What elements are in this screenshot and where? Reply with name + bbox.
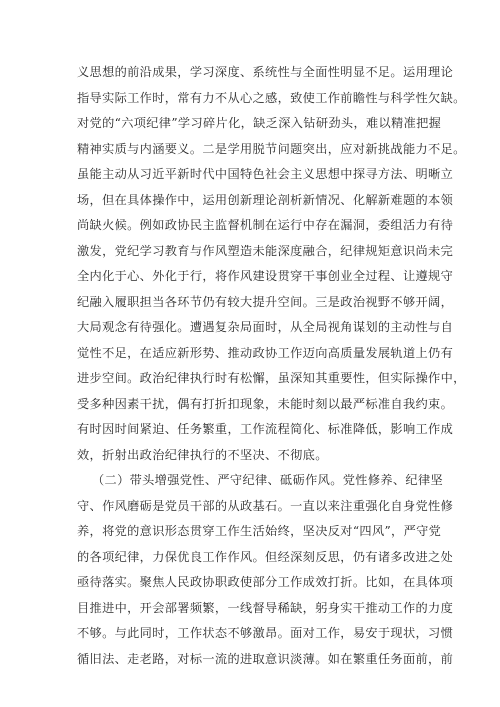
- text-line: 目推进中，开会部署频繁，一线督导稀缺，躬身实干推动工作的力度: [77, 600, 454, 615]
- text-line: 激发，党纪学习教育与作风塑造未能深度融合，纪律规矩意识尚未完: [77, 243, 454, 258]
- text-line: 纪融入履职担当各环节仍有较大提升空间。三是政治视野不够开阔，: [77, 294, 454, 309]
- text-line: 义思想的前沿成果，学习深度、系统性与全面性明显不足。运用理论: [77, 65, 454, 79]
- text-line: 大局观念有待强化。遭遇复杂局面时，从全局视角谋划的主动性与自: [77, 320, 454, 334]
- text-line: 对党的“六项纪律”学习碎片化，缺乏深入钻研劲头，难以精准把握: [77, 116, 442, 130]
- text-line: 觉性不足，在适应新形势、推动政协工作迈向高质量发展轨道上仍有: [77, 345, 454, 360]
- text-line: 全内化于心、外化于行，将作风建设贯穿干事创业全过程、让遵规守: [77, 269, 454, 283]
- text-line: 效，折射出政治纪律执行的不坚决、不彻底。: [77, 447, 328, 462]
- text-line: 的各项纪律，力保优良工作作风。但经深刻反思，仍有诸多改进之处: [77, 549, 454, 564]
- text-line: 养，将党的意识形态贯穿工作生活始终，坚决反对“四风”，严守党: [77, 524, 442, 538]
- text-line: 指导实际工作时，常有力不从心之感，致使工作前瞻性与科学性欠缺。: [77, 90, 466, 105]
- text-line: 进步空间。政治纪律执行时有松懈，虽深知其重要性，但实际操作中，: [77, 371, 466, 385]
- body-text: [77, 60, 466, 672]
- text-line: 精神实质与内涵要义。二是学用脱节问题突出，应对新挑战能力不足。: [77, 141, 466, 156]
- text-line: 守、作风磨砺是党员干部的从政基石。一直以来注重强化自身党性修: [77, 498, 454, 513]
- text-line: 场，但在具体操作中，运用创新理论剖析新情况、化解新难题的本领: [77, 192, 454, 207]
- text-line: 尚缺火候。例如政协民主监督机制在运行中存在漏洞，委组活力有待: [77, 218, 454, 232]
- text-line: 亟待落实。聚焦人民政协职政使部分工作成效打折。比如，在具体项: [77, 575, 454, 589]
- text-line: 不够。与此同时，工作状态不够激昂。面对工作，易安于现状，习惯: [77, 626, 454, 640]
- text-line: 有时因时间紧迫、任务繁重，工作流程简化、标准降低，影响工作成: [77, 422, 454, 436]
- text-line: 循旧法、走老路，对标一流的进取意识淡薄。如在繁重任务面前，前: [77, 651, 454, 666]
- section-heading-line: （二）带头增强党性、严守纪律、砥砺作风。党性修养、纪律坚: [92, 473, 444, 487]
- text-line: 受多种因素干扰，偶有打折扣现象，未能时刻以最严标准自我约束。: [77, 396, 454, 411]
- text-line: 虽能主动从习近平新时代中国特色社会主义思想中探寻方法、明晰立: [77, 167, 454, 181]
